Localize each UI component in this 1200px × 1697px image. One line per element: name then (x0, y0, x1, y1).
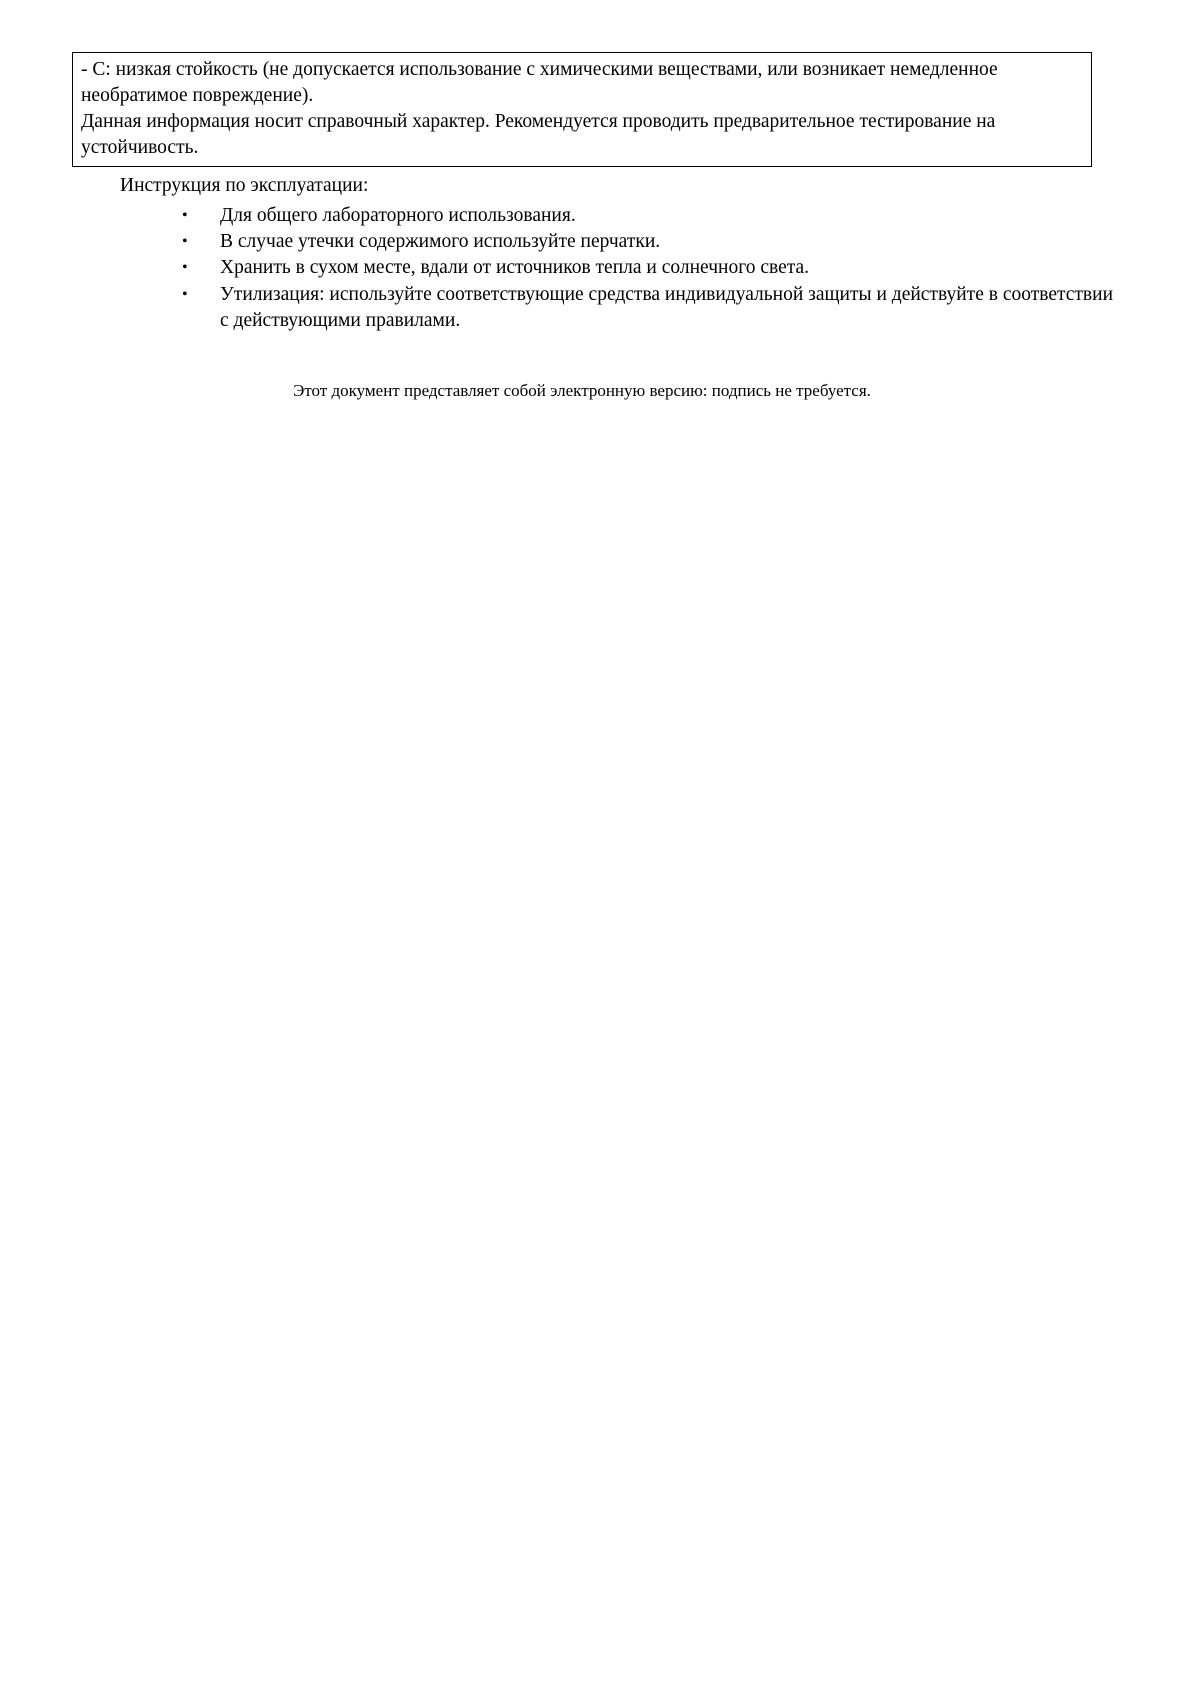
list-item (182, 203, 1120, 229)
instructions-list (72, 203, 1128, 335)
list-item (182, 229, 1120, 255)
notice-line-2: Данная информация носит справочный характер. Рекомендуется проводить предварительное тестирование на устойчивость. (81, 111, 996, 159)
list-item-text: Утилизация: используйте соответствующие средства индивидуальной защиты и действуйте в соответствии с действующими правилами. (220, 283, 1114, 332)
list-item-text: Для общего лабораторного использования. (220, 204, 576, 226)
document-content (72, 52, 1128, 403)
electronic-version-note: Этот документ представляет собой электронную версию: подпись не требуется. (293, 381, 871, 401)
chemical-resistance-notice-box (72, 52, 1092, 167)
list-item (182, 255, 1120, 281)
bullet-icon: • (182, 233, 188, 251)
notice-line-1: - C: низкая стойкость (не допускается использование с химическими веществами, или возникает немедленное необратимое повреждение). (81, 59, 998, 107)
list-item (182, 282, 1120, 335)
list-item-text: Хранить в сухом месте, вдали от источников тепла и солнечного света. (220, 257, 810, 279)
bullet-icon: • (182, 206, 188, 224)
instructions-title: Инструкция по эксплуатации: (120, 174, 369, 196)
bullet-icon: • (182, 285, 188, 303)
list-item-text: В случае утечки содержимого используйте перчатки. (220, 231, 661, 253)
bullet-icon: • (182, 259, 188, 277)
